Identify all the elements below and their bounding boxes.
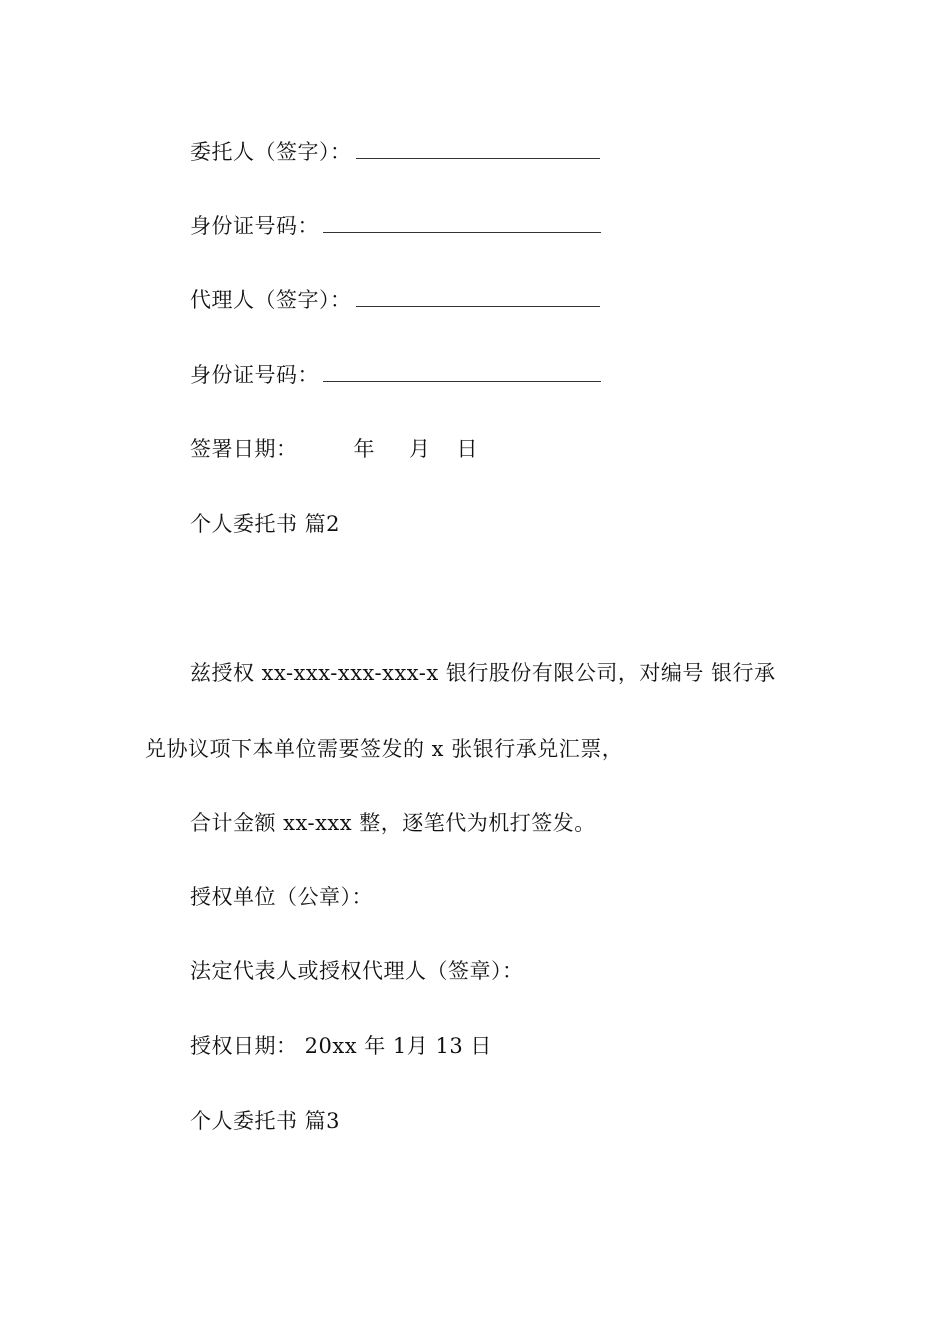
agent-signature-label: 代理人（签字）： — [190, 288, 352, 312]
principal-id-blank — [323, 212, 601, 233]
principal-id-line — [190, 212, 601, 240]
year-label: 年 — [353, 437, 375, 461]
agent-signature-blank — [356, 286, 600, 307]
sign-date-label: 签署日期： — [190, 437, 298, 461]
representative-seal-line: 法定代表人或授权代理人（签章）： — [190, 959, 524, 983]
unit-seal-line: 授权单位（公章）： — [190, 885, 373, 909]
sign-date-line — [190, 435, 478, 463]
agent-id-label: 身份证号码： — [190, 363, 319, 387]
principal-signature-label: 委托人（签字）： — [190, 140, 352, 164]
month-label: 月 — [409, 437, 431, 461]
section2-heading: 个人委托书 篇2 — [190, 512, 341, 536]
principal-id-label: 身份证号码： — [190, 214, 319, 238]
section3-heading: 个人委托书 篇3 — [190, 1109, 341, 1133]
principal-signature-line — [190, 138, 600, 166]
amount-line: 合计金额 xx-xxx 整，逐笔代为机打签发。 — [190, 811, 596, 835]
authorization-paragraph-line1: 兹授权 xx-xxx-xxx-xxx-x 银行股份有限公司，对编号 银行承 — [190, 661, 776, 685]
authorization-date-line: 授权日期： 20xx 年 1月 13 日 — [190, 1034, 492, 1058]
agent-signature-line — [190, 286, 600, 314]
day-label: 日 — [456, 437, 478, 461]
agent-id-line — [190, 361, 601, 389]
agent-id-blank — [323, 361, 601, 382]
authorization-paragraph-line2: 兑协议项下本单位需要签发的 x 张银行承兑汇票， — [145, 737, 624, 761]
principal-signature-blank — [356, 138, 600, 159]
